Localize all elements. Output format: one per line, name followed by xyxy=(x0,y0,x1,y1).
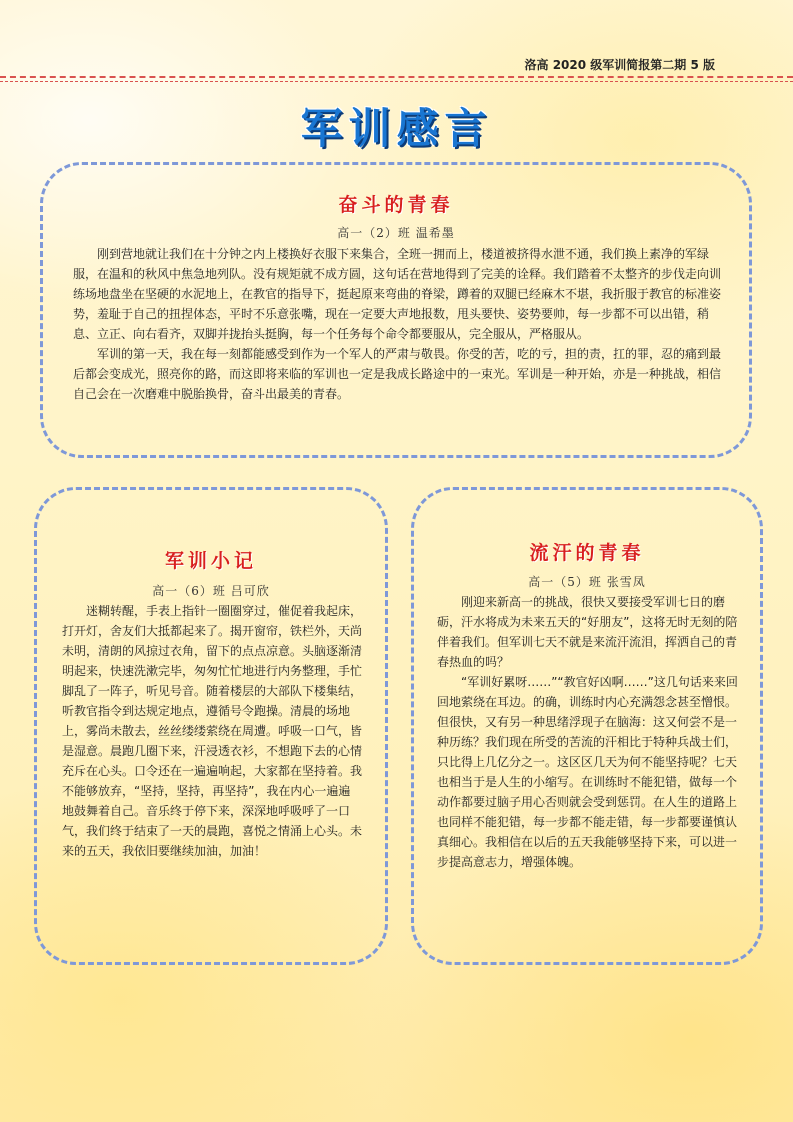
article-body xyxy=(437,592,741,872)
article-paragraph: 刚到营地就让我们在十分钟之内上楼换好衣服下来集合，全班一拥而上，楼道被挤得水泄不通，我们换上素净的军绿服，在温和的秋风中焦急地列队。没有规矩就不成方圆，这句话在营地得到了完美的诠释。我们踏着不太整齐的步伐走向训练场地盘坐在坚硬的水泥地上，在教官的指导下，挺起原来弯曲的脊梁，蹲着的双腿已经麻木不堪，我折服于教官的标准姿势，羞耻于自己的扭捏体态，平时不乐意张嘴，现在一定要大声地报数，甩头要快、姿势要帅，每一步都不可以出错，稍息、立正、向右看齐，双脚并拢抬头挺胸，每一个任务每个命令都要服从，完全服从，严格服从。 xyxy=(73,247,722,341)
article-paragraph: 迷糊转醒，手表上指针一圈圈穿过，催促着我起床，打开灯，舍友们大抵都起来了。揭开窗帘，铁栏外，天尚未明，清朗的风掠过衣角，留下的点点凉意。头脑逐渐清明起来，快速洗漱完毕，匆匆忙忙地进行内务整理，手忙脚乱了一阵子，听见号音。随着楼层的大部队下楼集结，听教官指令到达规定地点，遵循号令跑操。清晨的场地上，雾尚未散去，丝丝缕缕萦绕在周遭。呼吸一口气，皆是湿意。晨跑几圈下来，汗浸透衣衫，不想跑下去的心情充斥在心头。口令还在一遍遍响起，大家都在坚持着。我不能够放弃，“坚持，坚持，再坚持”，我在内心一遍遍地鼓舞着自己。音乐终于停下来，深深地呼吸呼了一口气，我们终于结束了一天的晨跑，喜悦之情涌上心头。未来的五天，我依旧要继续加油，加油！ xyxy=(62,604,363,858)
article-title: 奋斗的青春 xyxy=(338,194,454,216)
header-divider-thin xyxy=(0,81,793,82)
article-title: 流汗的青春 xyxy=(529,542,645,564)
article-title: 军训小记 xyxy=(164,550,257,572)
article-paragraph: 刚迎来新高一的挑战，很快又要接受军训七日的磨砺，汗水将成为未来五天的“好朋友”，这将无时无刻的陪伴着我们。但军训七天不就是来流汗流泪，挥洒自己的青春热血的吗？ xyxy=(437,595,738,669)
header-divider xyxy=(0,76,793,78)
page-title: 军训感言 xyxy=(300,104,493,153)
article-paragraph: “军训好累呀……”“教官好凶啊……”这几句话来来回回地萦绕在耳边。的确，训练时内心充满怨念甚至憎恨。但很快，又有另一种思绪浮现子在脑海：这又何尝不是一种历练？我们现在所受的苦流的汗相比于特种兵战士们，只比得上几亿分之一。这区区几天为何不能坚持呢？七天也相当于是人生的小缩写。在训练时不能犯错，做每一个动作都要过脑子用心否则就会受到惩罚。在人生的道路上也同样不能犯错，每一步都不能走错，每一步都要谨慎认真细心。我相信在以后的五天我能够坚持下来，可以进一步提高意志力，增强体魄。 xyxy=(437,675,738,869)
article-byline: 高一（5）班 张雪凤 xyxy=(528,575,646,589)
issue-label: 洛高 2020 级军训简报第二期 5 版 xyxy=(524,58,715,72)
article-body xyxy=(73,244,723,404)
article-body xyxy=(62,601,362,861)
article-byline: 高一（6）班 吕可欣 xyxy=(152,584,270,598)
article-paragraph: 军训的第一天，我在每一刻都能感受到作为一个军人的严肃与敬畏。你受的苦，吃的亏，担的责，扛的罪，忍的痛到最后都会变成光，照亮你的路，而这即将来临的军训也一定是我成长路途中的一束光。军训是一种开始，亦是一种挑战，相信自己会在一次磨难中脱胎换骨，奋斗出最美的青春。 xyxy=(73,347,722,401)
article-byline: 高一（2）班 温希墨 xyxy=(337,226,455,240)
page-header xyxy=(0,50,793,80)
